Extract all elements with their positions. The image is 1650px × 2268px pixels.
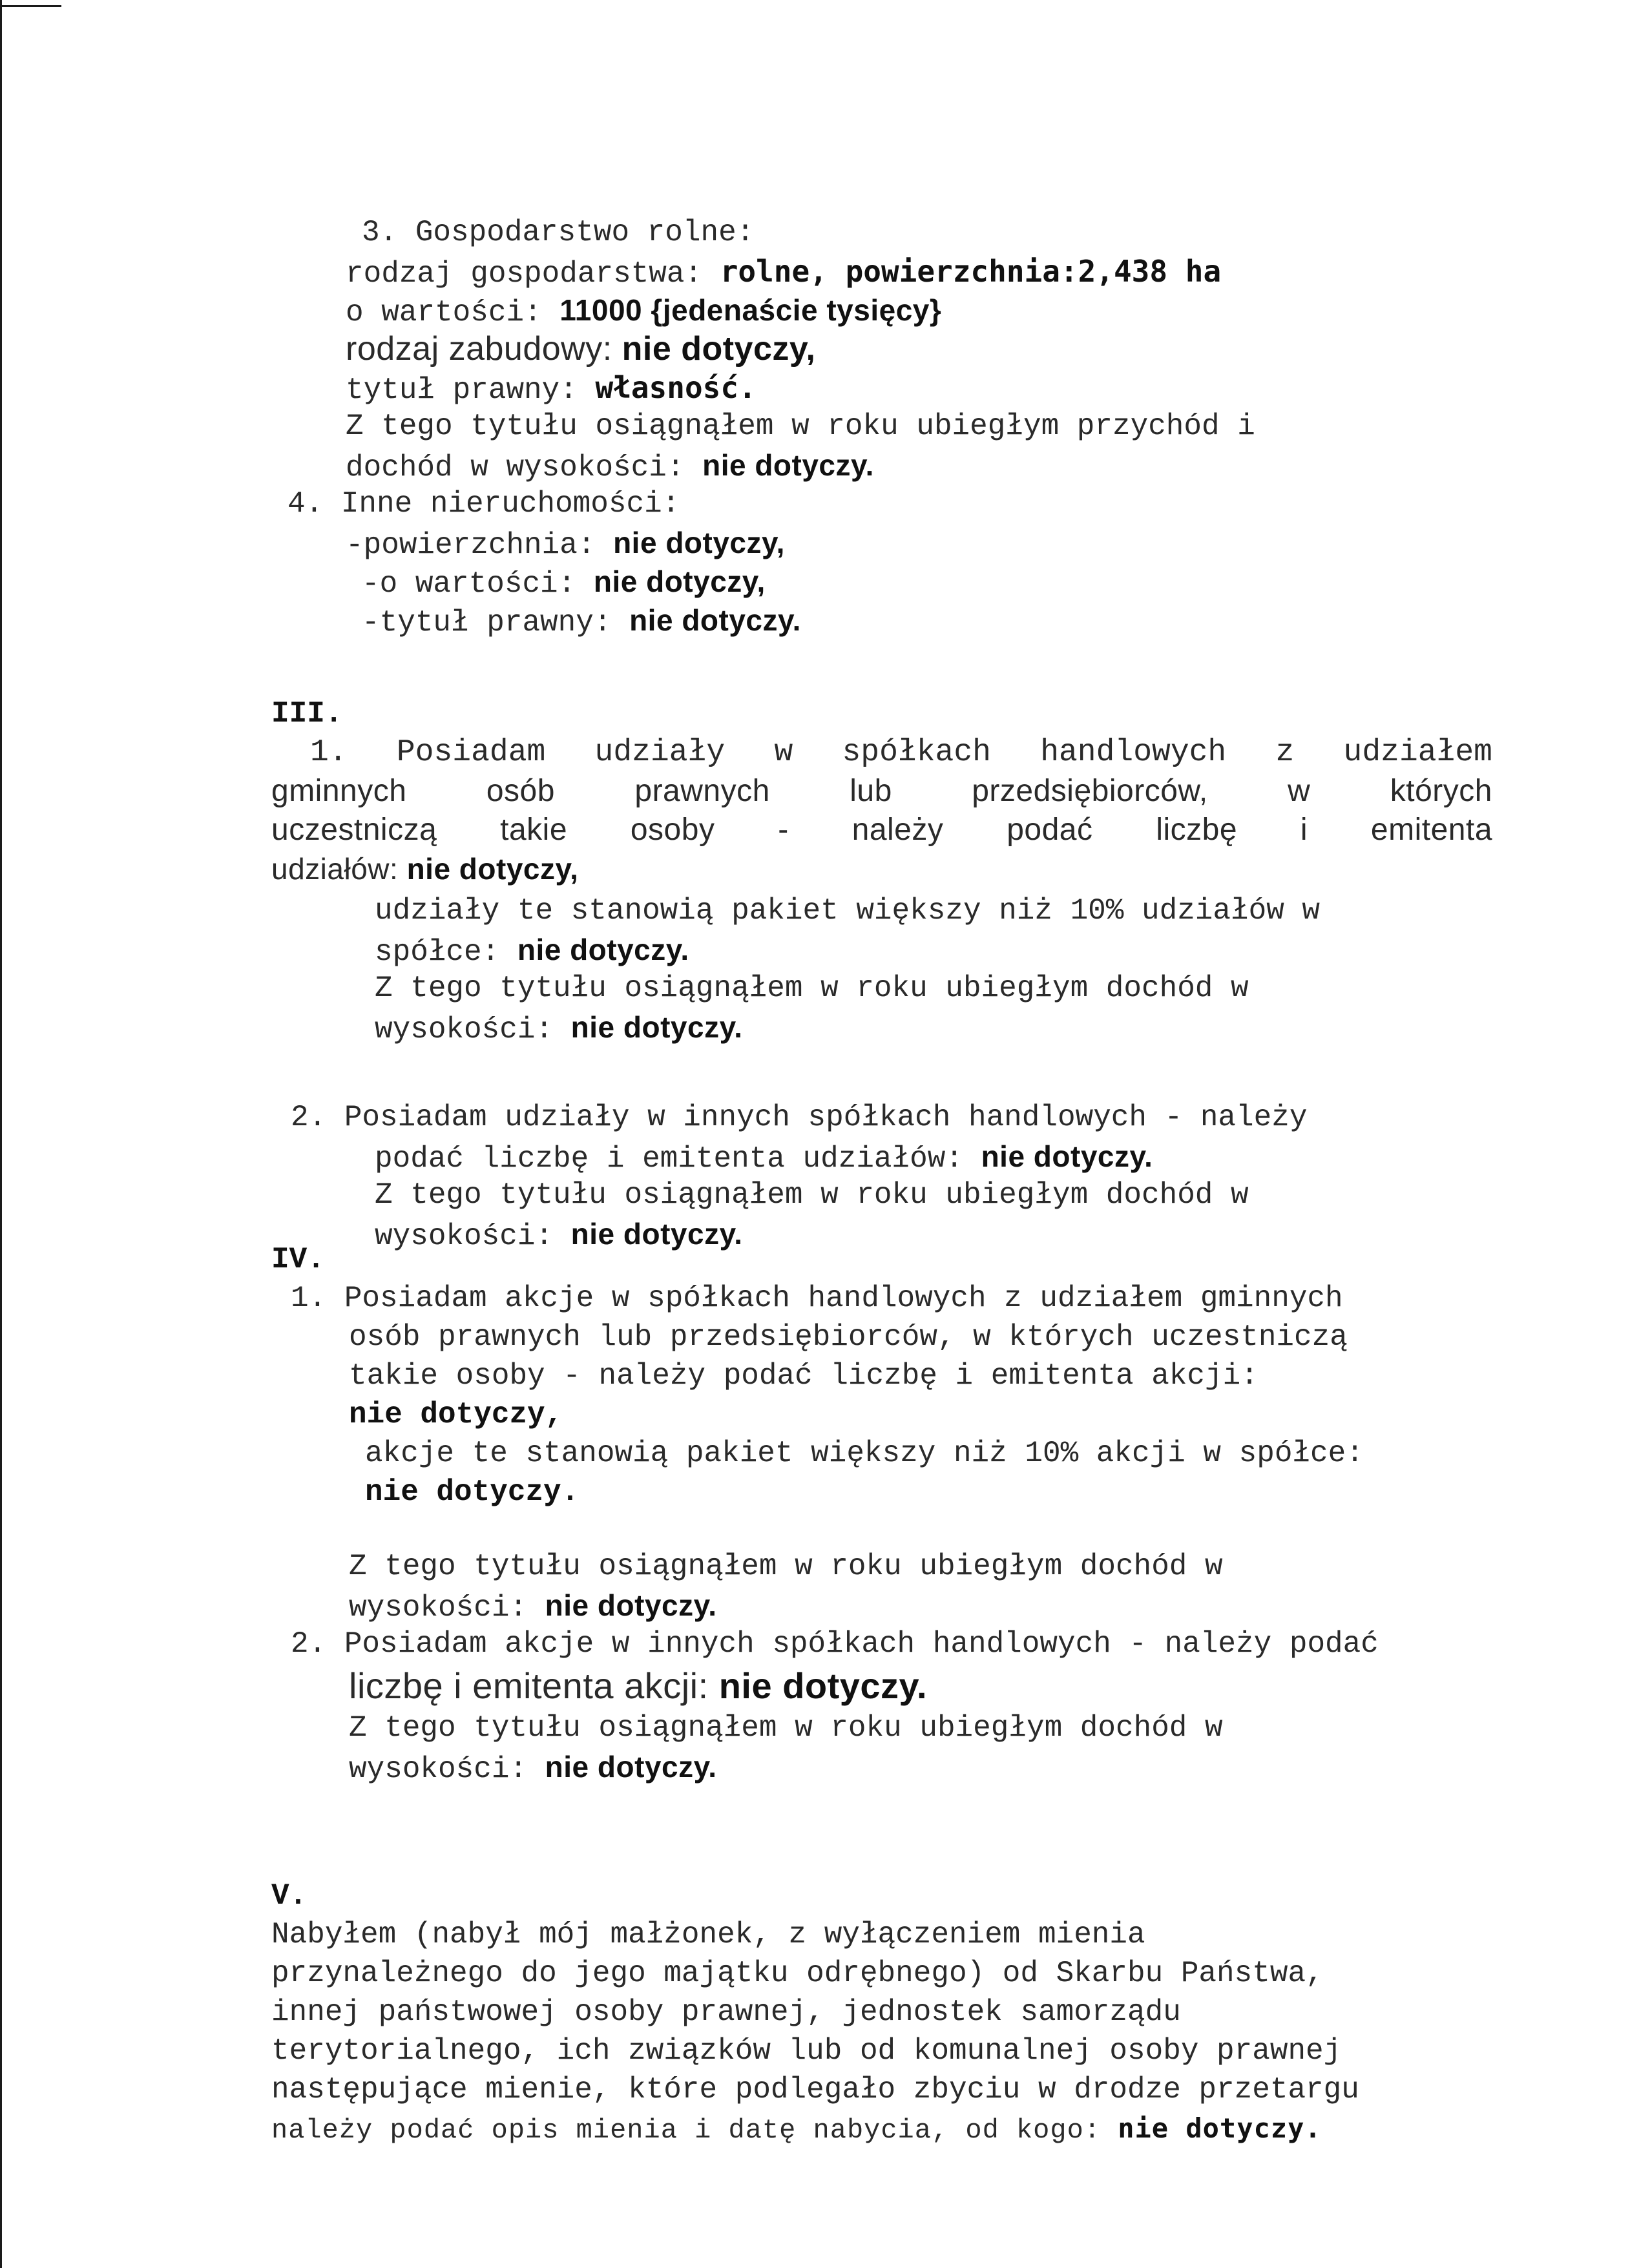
farm-type-value: rolne, powierzchnia:2,438 ha: [720, 254, 1222, 289]
stocks-p2-inc-value: nie dotyczy.: [545, 1750, 717, 1784]
other-area-line: [346, 523, 785, 565]
page-edge-mark: [0, 0, 63, 2268]
stocks-p2-inc-line2: [349, 1747, 717, 1789]
stocks-p2-inc-label: wysokości:: [349, 1753, 545, 1786]
stocks-p1-line3: takie osoby - należy podać liczbę i emitenta akcji:: [349, 1359, 1258, 1393]
shares-word: Posiadam: [396, 735, 546, 770]
farm-heading: 3. Gospodarstwo rolne:: [362, 216, 755, 249]
shares-word: i: [1300, 813, 1308, 847]
other-title-value: nie dotyczy.: [629, 603, 801, 637]
other-title-line: [362, 601, 801, 642]
shares-p2-line1: 2. Posiadam udziały w innych spółkach handlowych - należy: [291, 1101, 1308, 1134]
shares-p1-pkg-label: spółce:: [375, 935, 517, 969]
shares-p2-inc-line1: Z tego tytułu osiągnąłem w roku ubiegłym dochód w: [375, 1178, 1249, 1212]
other-title-label: -tytuł prawny:: [362, 606, 630, 640]
shares-word: emitenta: [1370, 813, 1493, 847]
stocks-p1-line2: osób prawnych lub przedsiębiorców, w których uczestniczą: [349, 1320, 1348, 1354]
other-area-value: nie dotyczy,: [613, 526, 785, 559]
shares-word: spółkach: [842, 735, 991, 770]
farm-income-line1: Z tego tytułu osiągnąłem w roku ubiegłym przychód i: [346, 410, 1255, 443]
stocks-p1-line1: 1. Posiadam akcje w spółkach handlowych z udziałem gminnych: [291, 1282, 1343, 1315]
shares-word: takie: [500, 813, 568, 847]
shares-p1-inc-line1: Z tego tytułu osiągnąłem w roku ubiegłym dochód w: [375, 972, 1249, 1005]
stocks-p2-inc-line1: Z tego tytułu osiągnąłem w roku ubiegłym dochód w: [349, 1711, 1223, 1745]
acquisition-line6: [271, 2109, 1322, 2150]
acquisition-line2: przynależnego do jego majątku odrębnego) od Skarbu Państwa,: [271, 1957, 1324, 1990]
shares-word: których: [1390, 774, 1492, 808]
farm-value-value: 11000 {jedenaście tysięcy}: [559, 293, 942, 327]
shares-word: osób: [486, 774, 555, 808]
shares-word: gminnych: [271, 774, 407, 808]
other-worth-label: -o wartości:: [362, 567, 594, 601]
shares-word: udziałem: [1343, 735, 1492, 770]
other-area-label: -powierzchnia:: [346, 528, 614, 562]
shares-p1-pkg-value: nie dotyczy.: [517, 933, 689, 966]
shares-word: osoby: [630, 813, 715, 847]
acquisition-value: nie dotyczy.: [1118, 2112, 1322, 2144]
shares-word: handlowych: [1040, 735, 1227, 770]
shares-p1-line2: [271, 772, 1492, 811]
shares-p2-value: nie dotyczy.: [981, 1139, 1153, 1173]
stocks-p1-pkg-line1: akcje te stanowią pakiet większy niż 10% akcji w spółce:: [365, 1437, 1364, 1470]
other-property-heading: 4. Inne nieruchomości:: [287, 487, 680, 521]
shares-word: uczestniczą: [271, 813, 437, 847]
stocks-p1-inc-line1: Z tego tytułu osiągnąłem w roku ubiegłym dochód w: [349, 1550, 1223, 1583]
shares-word: z: [1275, 735, 1295, 770]
farm-build-line: [346, 329, 815, 371]
shares-word: podać: [1007, 813, 1093, 847]
farm-value-line: [346, 291, 941, 332]
shares-p1-line4: [271, 849, 578, 888]
stocks-p1-inc-label: wysokości:: [349, 1591, 545, 1625]
acquisition-line1: Nabyłem (nabył mój małżonek, z wyłączeniem mienia: [271, 1918, 1145, 1951]
shares-word: prawnych: [634, 774, 770, 808]
shares-p2-label: podać liczbę i emitenta udziałów:: [375, 1142, 981, 1176]
acquisition-line3: innej państwowej osoby prawnej, jednostek samorządu: [271, 1995, 1181, 2029]
stocks-p2-label: liczbę i emitenta akcji:: [349, 1665, 719, 1706]
stocks-p2-line2: [349, 1663, 927, 1709]
other-worth-value: nie dotyczy,: [593, 565, 766, 598]
section-v-heading: V.: [271, 1879, 308, 1913]
shares-p1-pkg-line1: udziały te stanowią pakiet większy niż 10% udziałów w: [375, 894, 1321, 928]
shares-p1-pkg-line2: [375, 930, 689, 972]
acquisition-line4: terytorialnego, ich związków lub od komunalnej osoby prawnej: [271, 2034, 1342, 2068]
shares-p1-line4-label: udziałów:: [271, 852, 407, 886]
shares-p1-line3: [271, 811, 1492, 849]
stocks-p1-inc-line2: [349, 1586, 717, 1627]
farm-value-label: o wartości:: [346, 296, 560, 329]
shares-word: w: [1288, 774, 1311, 808]
farm-build-label: rodzaj zabudowy:: [346, 330, 622, 368]
farm-income-label: dochód w wysokości:: [346, 451, 703, 484]
farm-type-label: rodzaj gospodarstwa:: [346, 257, 720, 291]
farm-type-line: [346, 252, 1221, 293]
shares-word: -: [778, 813, 789, 847]
stocks-p1-line4: nie dotyczy,: [349, 1398, 563, 1431]
farm-income-value: nie dotyczy.: [702, 448, 874, 482]
farm-title-line: [346, 368, 757, 410]
stocks-p1-pkg-line2: nie dotyczy.: [365, 1475, 580, 1509]
other-worth-line: [362, 562, 766, 603]
farm-title-value: własność.: [595, 370, 757, 405]
shares-word: lub: [850, 774, 892, 808]
shares-p1-inc-line2: [375, 1008, 743, 1049]
shares-p1-inc-label: wysokości:: [375, 1013, 571, 1046]
section-iii-heading: III.: [271, 697, 343, 731]
shares-p2-inc-line2: [375, 1214, 743, 1256]
shares-p1-inc-value: nie dotyczy.: [570, 1010, 743, 1044]
shares-word: udziały: [594, 735, 726, 770]
acquisition-line5: następujące mienie, które podlegało zbyciu w drodze przetargu: [271, 2073, 1359, 2107]
shares-word: 1.: [310, 735, 348, 770]
section-iv-heading: IV.: [271, 1243, 325, 1276]
shares-word: należy: [851, 813, 944, 847]
acquisition-label: należy podać opis mienia i datę nabycia, od kogo:: [271, 2115, 1118, 2146]
stocks-p1-inc-value: nie dotyczy.: [545, 1588, 717, 1622]
stocks-p2-value: nie dotyczy.: [718, 1665, 928, 1706]
shares-p2-line2: [375, 1137, 1153, 1178]
shares-word: liczbę: [1156, 813, 1238, 847]
shares-word: w: [774, 735, 793, 770]
shares-word: przedsiębiorców,: [972, 774, 1208, 808]
shares-p1-line4-value: nie dotyczy,: [406, 852, 579, 886]
shares-p2-inc-label: wysokości:: [375, 1220, 571, 1253]
farm-title-label: tytuł prawny:: [346, 373, 596, 407]
shares-p1-line1: [271, 733, 1492, 772]
farm-build-value: nie dotyczy,: [621, 330, 816, 368]
farm-income-line2: [346, 446, 874, 487]
shares-p2-inc-value: nie dotyczy.: [570, 1217, 743, 1251]
stocks-p2-line1: 2. Posiadam akcje w innych spółkach handlowych - należy podać: [291, 1627, 1379, 1661]
